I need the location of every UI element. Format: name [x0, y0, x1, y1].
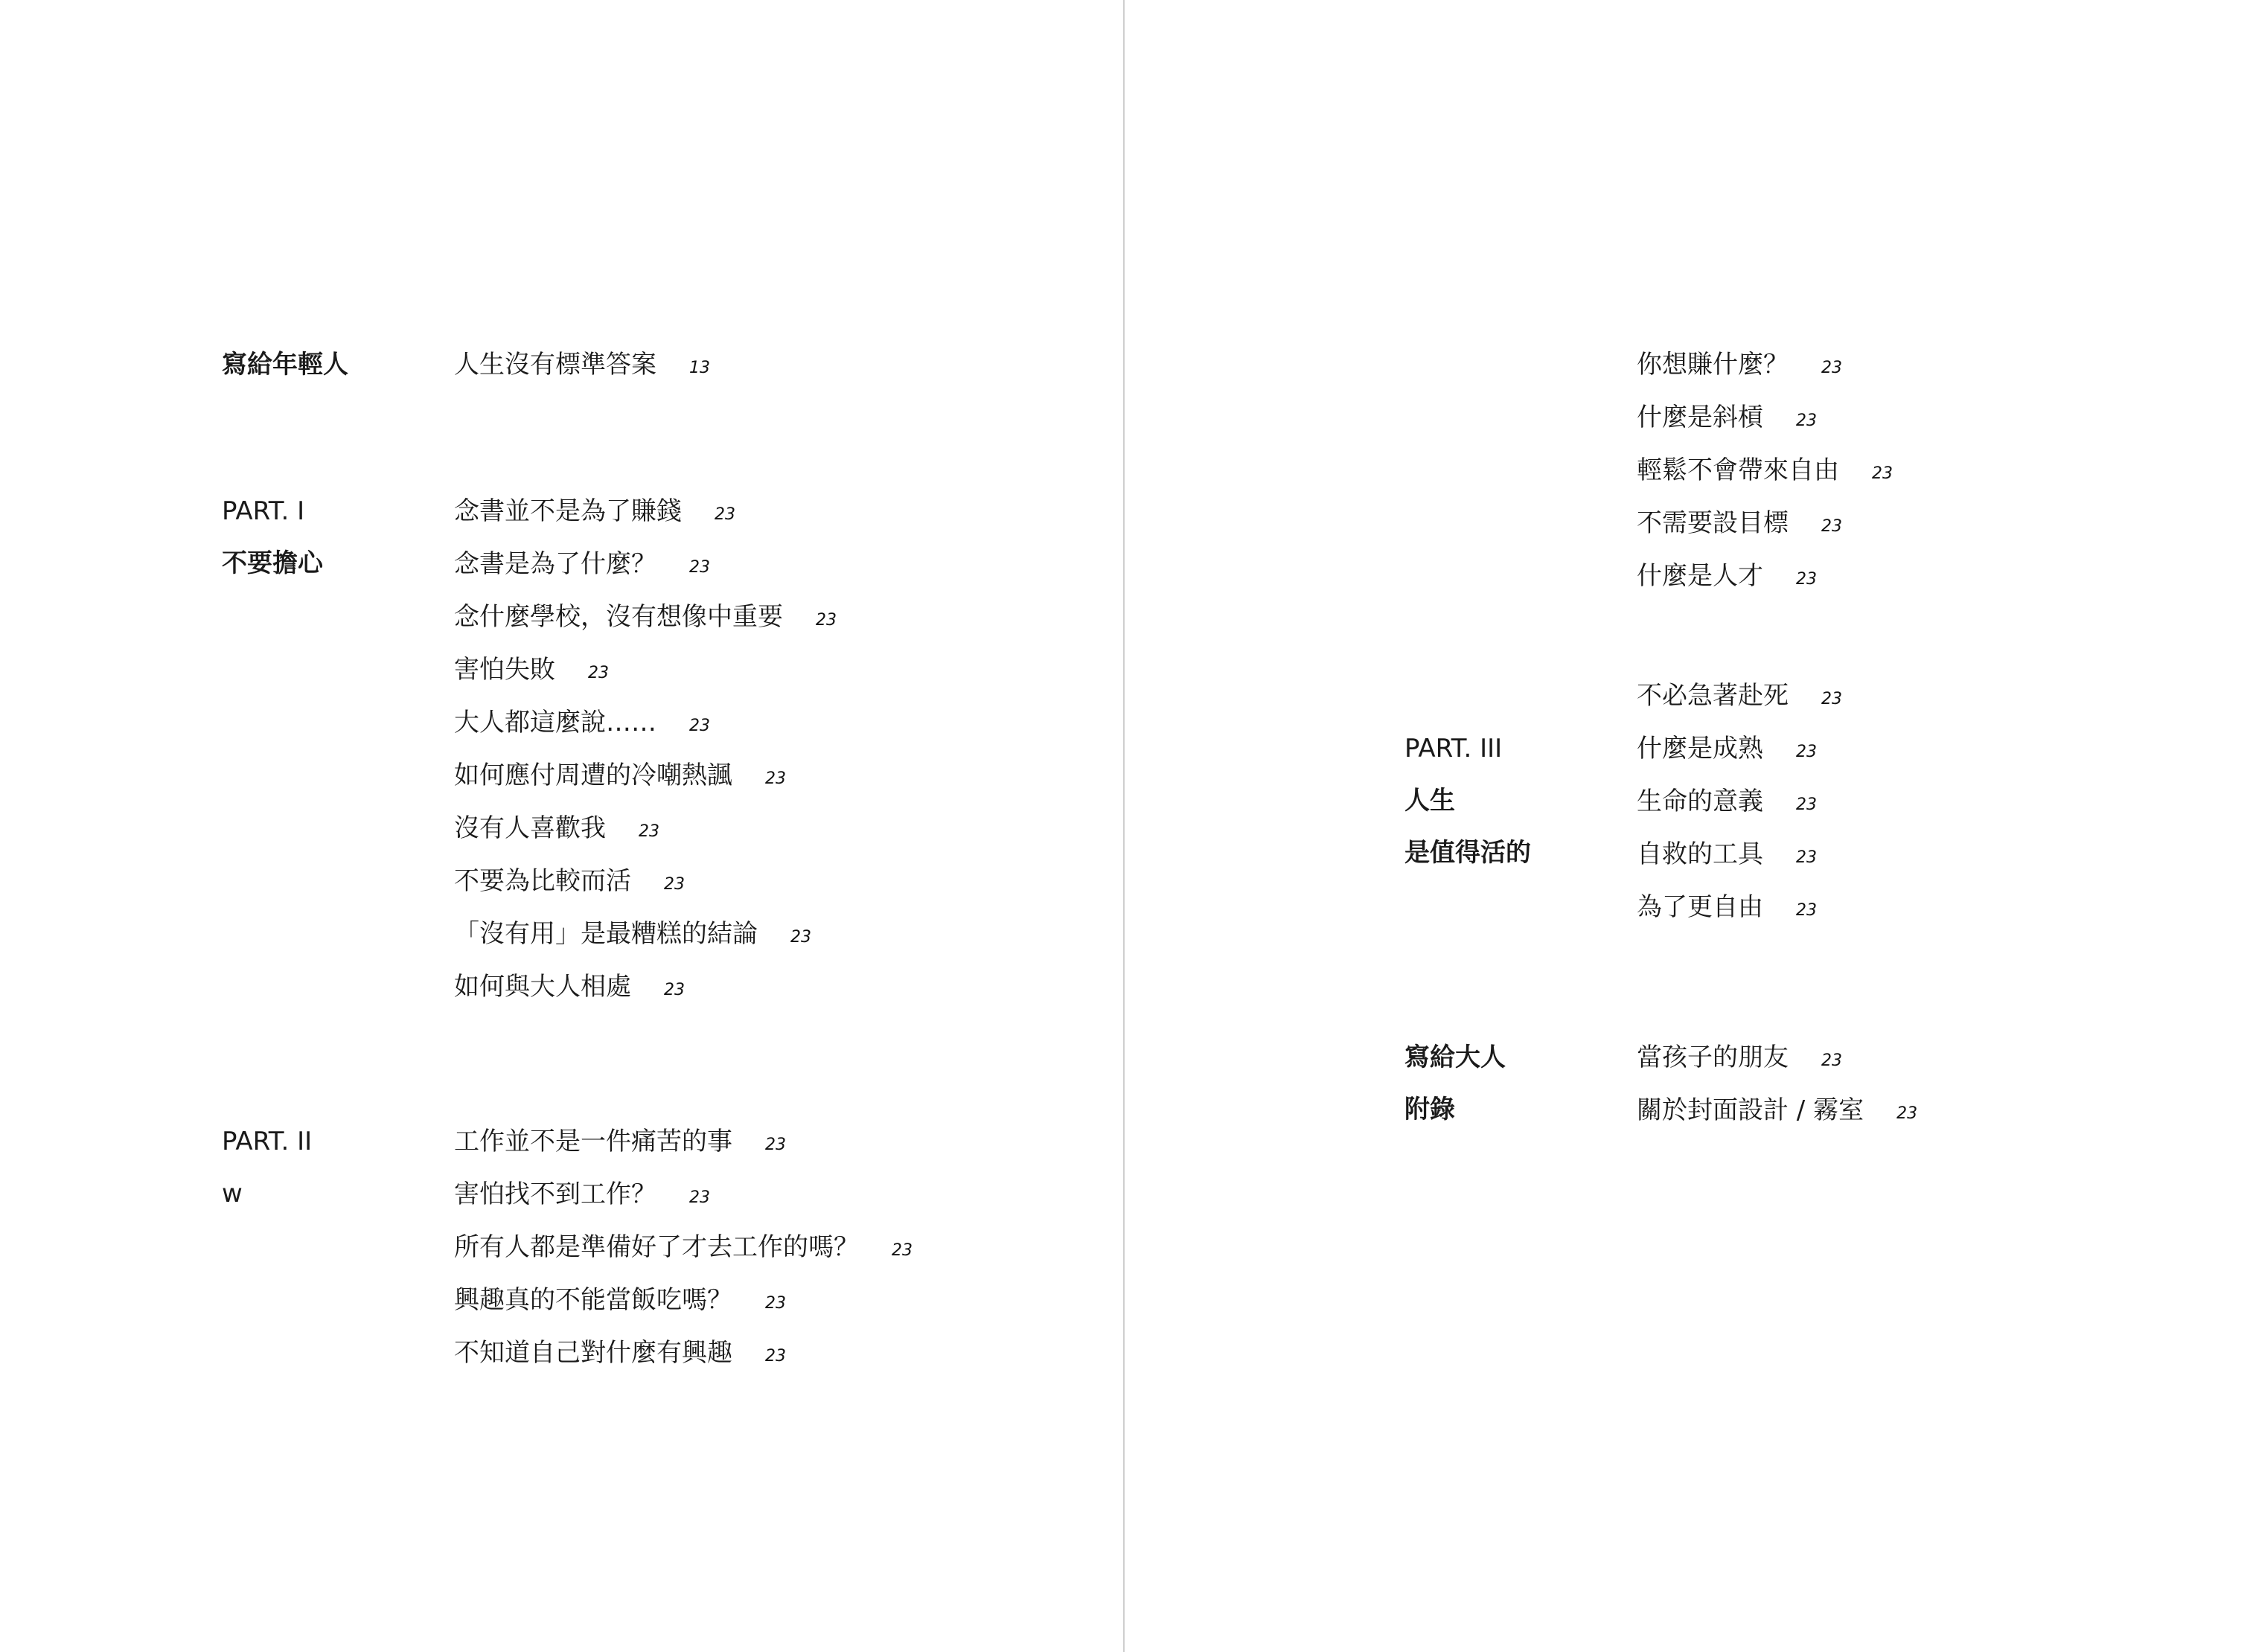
- entry-page-number: 23: [1796, 743, 1817, 761]
- toc-entry[interactable]: [454, 339, 710, 391]
- entry-page-number: 23: [715, 505, 735, 524]
- entry-page-number: 23: [1796, 848, 1817, 867]
- entry-title: 不知道自己對什麼有興趣: [454, 1338, 732, 1368]
- entry-title: 生命的意義: [1637, 787, 1763, 816]
- part-label: PART. II: [222, 1127, 313, 1156]
- toc-entry[interactable]: [454, 1274, 913, 1327]
- toc-entry[interactable]: [1637, 550, 1893, 603]
- entry-page-number: 23: [689, 558, 710, 577]
- section-labels: [222, 1115, 445, 1220]
- section-labels: [222, 339, 445, 391]
- part-title: 不要擔心: [222, 548, 323, 578]
- entry-page-number: 23: [1821, 1051, 1842, 1070]
- entry-page-number: 23: [1821, 517, 1842, 536]
- entry-page-number: 23: [1796, 412, 1817, 430]
- entry-page-number: 23: [588, 664, 609, 682]
- entry-page-number: 23: [765, 1347, 786, 1366]
- entry-title: 念書並不是為了賺錢: [454, 496, 682, 526]
- entry-page-number: 13: [689, 359, 710, 377]
- entry-title: 不需要設目標: [1637, 508, 1789, 538]
- entry-title: 大人都這麼說……: [454, 708, 656, 737]
- toc-entry[interactable]: [454, 1115, 913, 1168]
- toc-entry[interactable]: [454, 908, 837, 961]
- entry-page-number: 23: [664, 981, 685, 999]
- entry-page-number: 23: [1872, 464, 1893, 483]
- toc-entry[interactable]: [454, 961, 837, 1014]
- toc-entries: [454, 339, 710, 391]
- entry-title: 不必急著赴死: [1637, 681, 1789, 711]
- toc-entry[interactable]: [454, 749, 837, 802]
- section-label: 寫給年輕人: [222, 350, 348, 380]
- toc-entries: [1637, 339, 1893, 603]
- entry-page-number: 23: [1796, 901, 1817, 920]
- entry-title: 什麼是人才: [1637, 561, 1763, 591]
- entry-page-number: 23: [816, 611, 837, 630]
- entry-page-number: 23: [790, 928, 811, 947]
- toc-entry[interactable]: [454, 538, 837, 591]
- toc-entry[interactable]: [1637, 723, 1842, 775]
- part-title: 是值得活的: [1404, 838, 1531, 868]
- entry-page-number: 23: [765, 1294, 786, 1313]
- entry-title: 如何應付周遭的冷嘲熱諷: [454, 761, 732, 790]
- entry-page-number: 23: [1821, 690, 1842, 708]
- entry-title: 「沒有用」是最糟糕的結論: [454, 919, 758, 949]
- entry-title: 興趣真的不能當飯吃嗎？: [454, 1285, 732, 1315]
- toc-entry[interactable]: [454, 1168, 913, 1221]
- toc-entry[interactable]: [1637, 339, 1893, 391]
- entry-page-number: 23: [1896, 1104, 1918, 1123]
- toc-entries: [454, 1115, 913, 1380]
- section-label: 附錄: [1404, 1095, 1455, 1124]
- entry-title: 害怕失敗: [454, 655, 555, 685]
- entry-title: 害怕找不到工作？: [454, 1179, 656, 1209]
- toc-entry[interactable]: [1637, 1031, 1917, 1084]
- toc-entries: [454, 485, 837, 1014]
- toc-entry[interactable]: [1637, 444, 1893, 497]
- entry-page-number: 23: [1821, 359, 1842, 377]
- entry-title: 你想賺什麼？: [1637, 350, 1789, 380]
- entry-title: 輕鬆不會帶來自由: [1637, 455, 1839, 485]
- toc-entry[interactable]: [1637, 497, 1893, 550]
- toc-entry[interactable]: [454, 802, 837, 855]
- entry-page-number: 23: [689, 1188, 710, 1207]
- entry-title: 什麼是成熟: [1637, 734, 1763, 763]
- toc-entry[interactable]: [1637, 775, 1842, 828]
- entry-title: 念什麼學校，沒有想像中重要: [454, 602, 783, 632]
- section-label: 寫給大人: [1404, 1043, 1506, 1072]
- entry-title: 所有人都是準備好了才去工作的嗎？: [454, 1232, 859, 1262]
- toc-entry[interactable]: [454, 1221, 913, 1274]
- part-label: PART. I: [222, 496, 305, 526]
- entry-page-number: 23: [765, 1136, 786, 1154]
- toc-entry[interactable]: [454, 1327, 913, 1380]
- entry-page-number: 23: [765, 769, 786, 788]
- entry-title: 為了更自由: [1637, 892, 1763, 922]
- entry-title: 關於封面設計 / 霧室: [1637, 1095, 1864, 1125]
- toc-entry[interactable]: [454, 697, 837, 749]
- entry-page-number: 23: [892, 1241, 913, 1260]
- toc-entry[interactable]: [1637, 391, 1893, 444]
- entry-page-number: 23: [639, 822, 659, 841]
- section-labels: [1404, 1031, 1628, 1136]
- entry-title: 工作並不是一件痛苦的事: [454, 1127, 732, 1156]
- toc-entry[interactable]: [454, 644, 837, 697]
- toc-entry[interactable]: [454, 485, 837, 538]
- toc-entry[interactable]: [454, 855, 837, 908]
- section-labels: [222, 485, 445, 589]
- entry-page-number: 23: [689, 717, 710, 735]
- entry-title: 如何與大人相處: [454, 972, 631, 1002]
- entry-page-number: 23: [1796, 795, 1817, 814]
- entry-title: 沒有人喜歡我: [454, 813, 606, 843]
- toc-entry[interactable]: [1637, 828, 1842, 881]
- toc-entry[interactable]: [1637, 670, 1842, 723]
- part-label: PART. III: [1404, 734, 1503, 763]
- entry-title: 人生沒有標準答案: [454, 350, 656, 380]
- toc-entry[interactable]: [1637, 881, 1842, 934]
- toc-entries: [1637, 670, 1842, 934]
- entry-page-number: 23: [1796, 570, 1817, 589]
- toc-entries: [1637, 1031, 1917, 1137]
- entry-page-number: 23: [664, 875, 685, 894]
- entry-title: 不要為比較而活: [454, 866, 631, 896]
- toc-entry[interactable]: [1637, 1084, 1917, 1137]
- part-title: w: [222, 1179, 243, 1208]
- part-title: 人生: [1404, 786, 1455, 816]
- section-labels: [1404, 723, 1628, 879]
- toc-entry[interactable]: [454, 591, 837, 644]
- right-page: [1125, 0, 2250, 1652]
- entry-title: 什麼是斜槓: [1637, 403, 1763, 432]
- entry-title: 念書是為了什麼？: [454, 549, 656, 579]
- entry-title: 自救的工具: [1637, 839, 1763, 869]
- entry-title: 當孩子的朋友: [1637, 1043, 1789, 1072]
- left-page: [0, 0, 1123, 1652]
